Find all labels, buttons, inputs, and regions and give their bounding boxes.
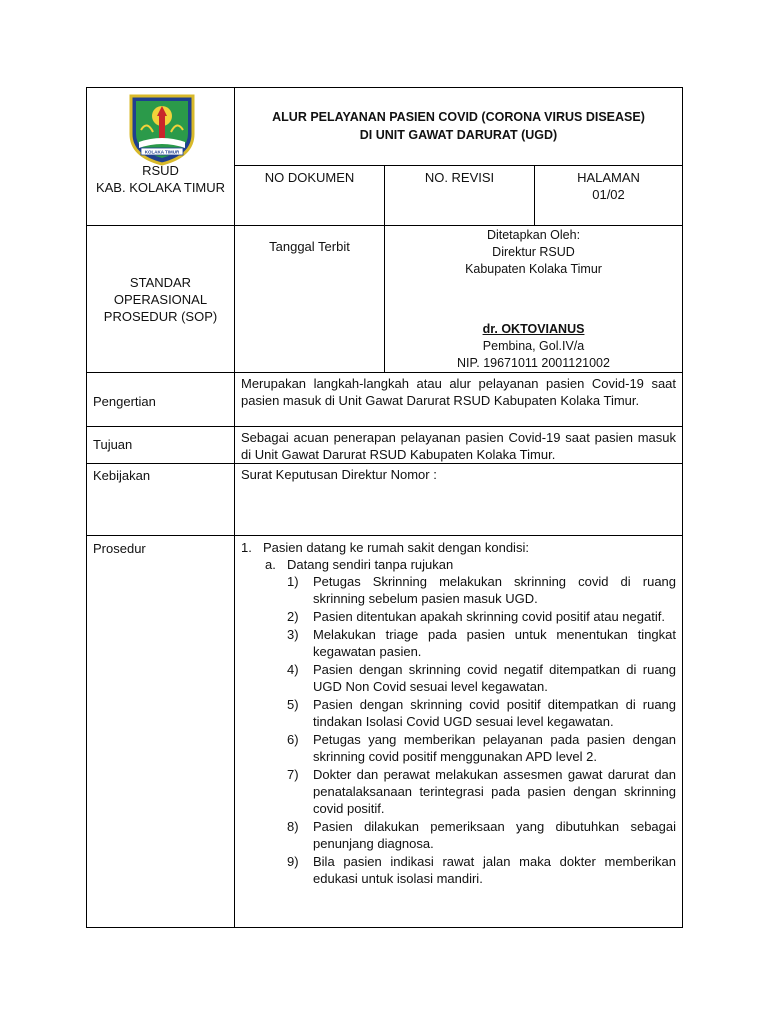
step-text: Dokter dan perawat melakukan assesmen gawat darurat dan penatalaksanaan terintegrasi pada pasien dengan skrinning covid positif. <box>313 767 677 816</box>
step-text: Petugas Skrinning melakukan skrinning covid di ruang skrinning sebelum pasien masuk UGD. <box>313 574 677 606</box>
step-number: 9) <box>287 854 299 869</box>
kebijakan-label-cell <box>87 464 235 536</box>
list-text: Datang sendiri tanpa rujukan <box>287 557 454 572</box>
title-line-2: DI UNIT GAWAT DARURAT (UGD) <box>359 128 558 142</box>
prosedur-label: Prosedur <box>93 541 146 556</box>
logo-cell <box>87 88 235 226</box>
no-revisi-cell <box>385 165 535 225</box>
step-item <box>241 661 676 695</box>
step-number: 6) <box>287 732 299 747</box>
step-text: Pasien ditentukan apakah skrinning covid positif atau negatif. <box>313 609 665 624</box>
step-text: Pasien dengan skrinning covid positif ditempatkan di ruang tindakan Isolasi Covid UGD sesuai level kegawatan. <box>313 697 677 729</box>
kolaka-timur-emblem-icon <box>127 90 197 166</box>
step-item <box>241 766 676 817</box>
sop-document <box>86 87 682 928</box>
halaman-label: HALAMAN <box>577 169 640 185</box>
kabupaten-label: Kabupaten Kolaka Timur <box>465 262 602 276</box>
step-number: 1) <box>287 574 299 589</box>
ditetapkan-label: Ditetapkan Oleh: <box>486 228 581 242</box>
direktur-label: Direktur RSUD <box>492 245 575 259</box>
sop-line-3: PROSEDUR (SOP) <box>103 308 218 324</box>
step-number: 4) <box>287 662 299 677</box>
step-number: 7) <box>287 767 299 782</box>
list-number: 1. <box>241 540 252 555</box>
tujuan-label-cell <box>87 427 235 464</box>
halaman-cell <box>535 165 683 225</box>
step-list <box>241 573 676 887</box>
step-number: 5) <box>287 697 299 712</box>
no-dokumen-cell <box>235 165 385 225</box>
tujuan-text: Sebagai acuan penerapan pelayanan pasien Covid-19 saat pasien masuk di Unit Gawat Darurat RSUD Kabupaten Kolaka Timur. <box>235 427 683 464</box>
list-item <box>241 539 676 556</box>
list-item <box>241 556 676 573</box>
prosedur-label-cell <box>87 536 235 928</box>
org-line-2: KAB. KOLAKA TIMUR <box>95 180 226 195</box>
tanggal-terbit-label: Tanggal Terbit <box>269 239 350 254</box>
step-number: 3) <box>287 627 299 642</box>
pengertian-label-cell <box>87 373 235 427</box>
svg-text:KOLAKA TIMUR: KOLAKA TIMUR <box>144 149 180 155</box>
no-revisi-label: NO. REVISI <box>424 169 495 185</box>
prosedur-content <box>235 536 683 928</box>
step-text: Melakukan triage pada pasien untuk menentukan tingkat kegawatan pasien. <box>313 627 677 659</box>
list-number: a. <box>265 557 276 572</box>
halaman-value: 01/02 <box>592 186 625 202</box>
sop-line-1: STANDAR <box>129 274 192 290</box>
step-item <box>241 853 676 887</box>
step-text: Pasien dengan skrinning covid negatif ditempatkan di ruang UGD Non Covid sesuai level kegawatan. <box>313 662 677 694</box>
title-line-1: ALUR PELAYANAN PASIEN COVID (CORONA VIRUS DISEASE) <box>272 110 645 124</box>
signer-name: dr. OKTOVIANUS <box>482 322 585 336</box>
kebijakan-label: Kebijakan <box>93 468 151 483</box>
step-text: Petugas yang memberikan pelayanan pada pasien dengan skrinning covid positif menggunakan APD level 2. <box>313 732 677 764</box>
step-item <box>241 818 676 852</box>
document-title <box>235 88 683 166</box>
signer-nip: NIP. 19671011 2001121002 <box>457 356 610 370</box>
signer-rank: Pembina, Gol.IV/a <box>482 339 585 353</box>
sop-label-cell <box>87 226 235 373</box>
org-line-1: RSUD <box>142 163 179 178</box>
step-item <box>241 731 676 765</box>
step-text: Bila pasien indikasi rawat jalan maka dokter memberikan edukasi untuk isolasi mandiri. <box>313 854 677 886</box>
step-item <box>241 626 676 660</box>
tujuan-label: Tujuan <box>93 437 133 452</box>
step-item <box>241 573 676 607</box>
step-text: Pasien dilakukan pemeriksaan yang dibutuhkan sebagai penunjang diagnosa. <box>313 819 677 851</box>
approval-cell <box>385 226 683 373</box>
kebijakan-text: Surat Keputusan Direktur Nomor : <box>235 464 683 536</box>
step-number: 2) <box>287 609 299 624</box>
step-item <box>241 608 676 625</box>
tanggal-terbit-cell <box>235 226 385 373</box>
sop-line-2: OPERASIONAL <box>113 291 208 307</box>
hospital-name <box>87 162 234 196</box>
step-item <box>241 696 676 730</box>
step-number: 8) <box>287 819 299 834</box>
no-dokumen-label: NO DOKUMEN <box>264 169 355 185</box>
pengertian-text: Merupakan langkah-langkah atau alur pelayanan pasien Covid-19 saat pasien masuk di Unit Gawat Darurat RSUD Kabupaten Kolaka Timur. <box>235 373 683 427</box>
list-text: Pasien datang ke rumah sakit dengan kondisi: <box>263 540 529 555</box>
pengertian-label: Pengertian <box>93 394 156 409</box>
